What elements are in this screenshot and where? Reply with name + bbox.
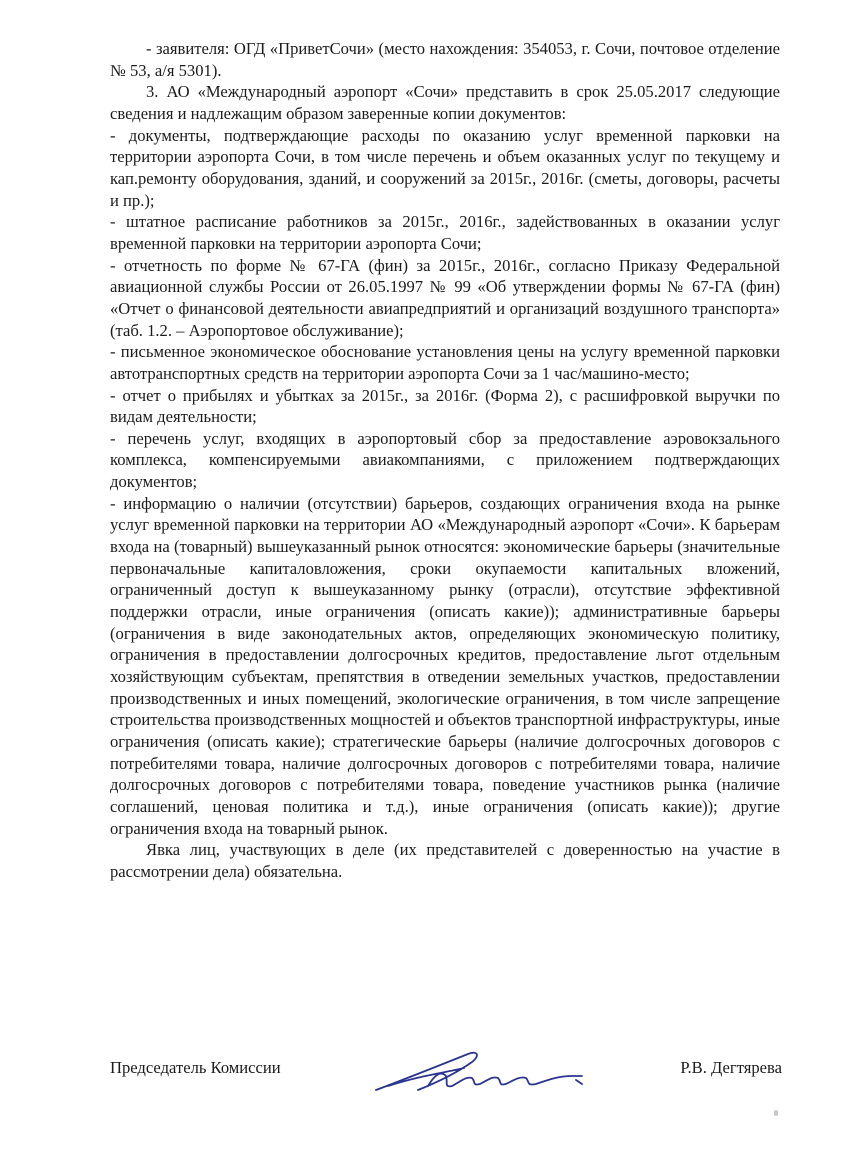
list-item: - документы, подтверждающие расходы по оказанию услуг временной парковки на территории аэропорта Сочи, в том числе перечень и объем оказанных услуг по текущему и кап.ремонту оборудования, зданий, и сооружений за 2015г., 2016г. (сметы, договоры, расчеты и пр.);: [110, 125, 780, 210]
list-item: - перечень услуг, входящих в аэропортовый сбор за предоставление аэровокзального комплекса, компенсируемыми авиакомпаниями, с приложением подтверждающих документов;: [110, 428, 780, 492]
handwritten-signature: [368, 1046, 608, 1096]
paragraph-item-3: 3. АО «Международный аэропорт «Сочи» представить в срок 25.05.2017 следующие сведения и надлежащим образом заверенные копии документов:: [110, 82, 780, 123]
list-item: - отчетность по форме № 67-ГА (фин) за 2015г., 2016г., согласно Приказу Федеральной авиационной службы России от 26.05.1997 № 99 «Об утверждении формы № 67-ГА (фин) «Отчет о финансовой деятельности авиапредприятий и организаций воздушного транспорта» (таб. 1.2. – Аэропортовое обслуживание);: [110, 255, 780, 340]
document-body: [110, 38, 780, 883]
list-item: - письменное экономическое обоснование установления цены на услугу временной парковки автотранспортных средств на территории аэропорта Сочи за 1 час/машино-место;: [110, 342, 780, 383]
list-item: - информацию о наличии (отсутствии) барьеров, создающих ограничения входа на рынке услуг временной парковки на территории АО «Международный аэропорт «Сочи». К барьерам входа на (товарный) вышеуказанный рынок относятся: экономические барьеры (значительные первоначальные капиталовложения, сроки окупаемости капитальных вложений, ограниченный доступ к вышеуказанному рынку (отрасли), отсутствие эффективной поддержки отрасли, иные ограничения (описать какие)); административные барьеры (ограничения в виде законодательных актов, определяющих экономическую политику, ограничения в предоставлении долгосрочных кредитов, предоставление льгот отдельным хозяйствующим субъектам, препятствия в отведении земельных участков, предоставлении производственных и иных помещений, экологические ограничения, в том числе запрещение строительства производственных мощностей и объектов транспортной инфраструктуры, иные ограничения (описать какие); стратегические барьеры (наличие долгосрочных договоров с потребителями товара, наличие долгосрочных договоров с потребителями товара, наличие долгосрочных договоров с потребителями товара, поведение участников рынка (наличие соглашений, ценовая политика и т.д.), иные ограничения (описать какие)); другие ограничения входа на товарный рынок.: [110, 493, 780, 838]
list-item: - штатное расписание работников за 2015г., 2016г., задействованных в оказании услуг временной парковки на территории аэропорта Сочи;: [110, 212, 780, 253]
signatory-title: Председатель Комиссии: [110, 1058, 281, 1077]
signature-block: [110, 1058, 782, 1088]
list-item: - отчет о прибылях и убытках за 2015г., за 2016г. (Форма 2), с расшифровкой выручки по видам деятельности;: [110, 385, 780, 427]
paragraph-applicant: - заявителя: ОГД «ПриветСочи» (место нахождения: 354053, г. Сочи, почтовое отделение № 53, а/я 5301).: [110, 39, 780, 80]
scan-speck: [774, 1110, 778, 1116]
signatory-name: Р.В. Дегтярева: [680, 1058, 782, 1077]
paragraph-attendance: Явка лиц, участвующих в деле (их представителей с доверенностью на участие в рассмотрении дела) обязательна.: [110, 840, 780, 881]
